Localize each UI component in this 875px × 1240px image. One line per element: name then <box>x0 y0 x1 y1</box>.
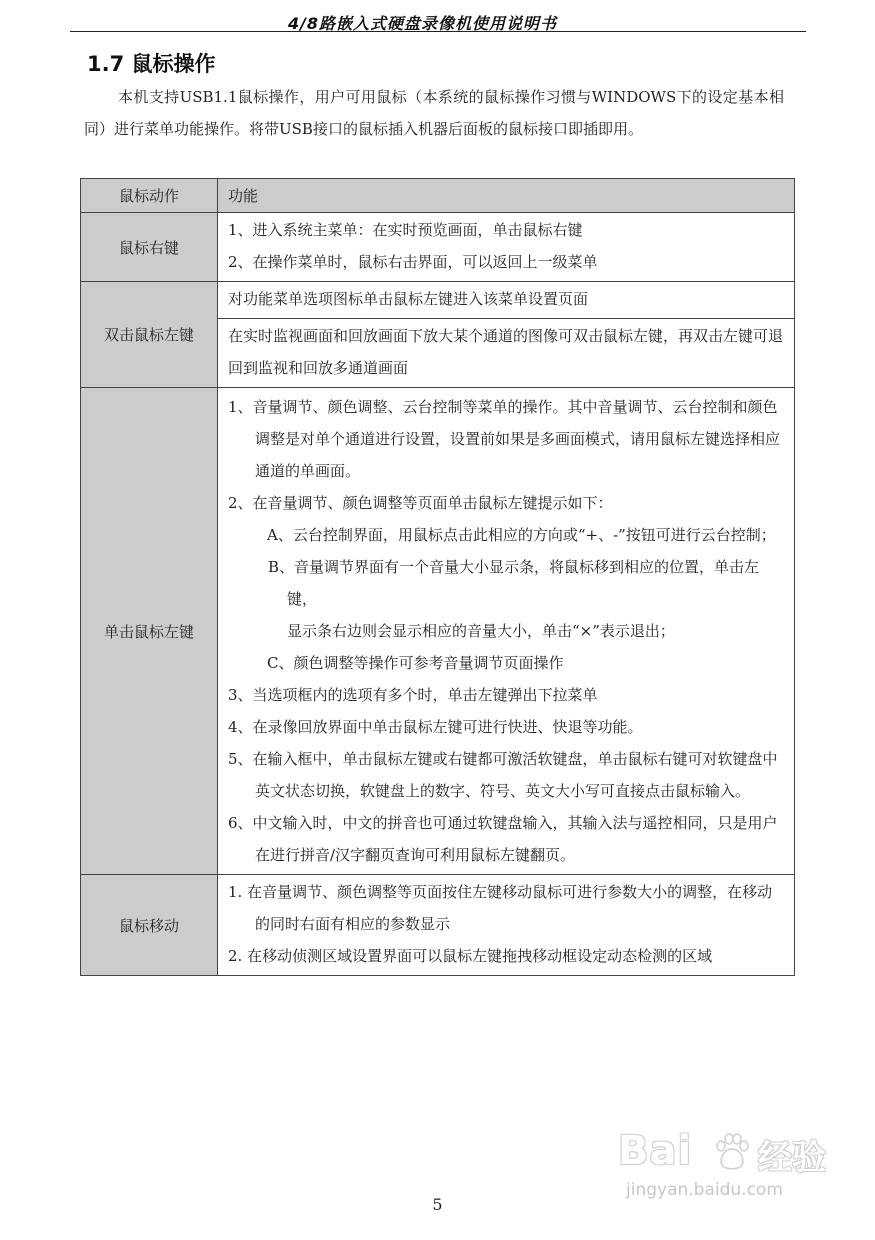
watermark-site-label: 经验 <box>758 1138 826 1178</box>
function-line: 3、当选项框内的选项有多个时，单击左键弹出下拉菜单 <box>228 686 598 704</box>
function-line: 2、在操作菜单时，鼠标右击界面，可以返回上一级菜单 <box>228 253 598 271</box>
function-subline: C、颜色调整等操作可参考音量调节页面操作 <box>267 654 564 672</box>
function-line: 2. 在移动侦测区域设置界面可以鼠标左键拖拽移动框设定动态检测的区域 <box>228 947 713 965</box>
function-line: 1. 在音量调节、颜色调整等页面按住左键移动鼠标可进行参数大小的调整，在移动的同时右面有相应的参数显示 <box>228 883 773 933</box>
paw-icon <box>710 1130 754 1174</box>
header-function: 功能 <box>218 179 795 213</box>
function-cell <box>218 319 795 388</box>
action-cell: 双击鼠标左键 <box>81 282 218 388</box>
watermark-brand: Bai <box>618 1128 693 1174</box>
action-cell: 鼠标右键 <box>81 213 218 282</box>
header-action: 鼠标动作 <box>81 179 218 213</box>
header-title: 4/8路嵌入式硬盘录像机使用说明书 <box>287 14 558 33</box>
intro-paragraph: 本机支持USB1.1鼠标操作，用户可用鼠标（本系统的鼠标操作习惯与WINDOWS下的设定基本相同）进行菜单功能操作。将带USB接口的鼠标插入机器后面板的鼠标接口即插即用。 <box>84 88 784 138</box>
function-cell <box>218 875 795 976</box>
function-line: 6、中文输入时，中文的拼音也可通过软键盘输入，其输入法与遥控相同，只是用户在进行拼音/汉字翻页查询可利用鼠标左键翻页。 <box>228 814 778 864</box>
table-row <box>81 213 795 282</box>
function-cell <box>218 213 795 282</box>
function-line: 2、在音量调节、颜色调整等页面单击鼠标左键提示如下： <box>228 494 613 512</box>
function-line: 4、在录像回放界面中单击鼠标左键可进行快进、快退等功能。 <box>228 718 643 736</box>
function-line: 1、进入系统主菜单：在实时预览画面，单击鼠标右键 <box>228 221 583 239</box>
table-row <box>81 388 795 875</box>
function-line: 5、在输入框中，单击鼠标左键或右键都可激活软键盘，单击鼠标右键可对软键盘中英文状态切换，软键盘上的数字、符号、英文大小写可直接点击鼠标输入。 <box>228 750 778 800</box>
page-number: 5 <box>432 1195 443 1214</box>
function-cell <box>218 388 795 875</box>
function-line: 对功能菜单选项图标单击鼠标左键进入该菜单设置页面 <box>228 290 589 308</box>
mouse-operations-table <box>80 178 795 976</box>
table-header-row <box>81 179 795 213</box>
watermark-url: jingyan.baidu.com <box>626 1180 783 1200</box>
function-subline: A、云台控制界面，用鼠标点击此相应的方向或“+、-”按钮可进行云台控制； <box>267 526 776 544</box>
function-subline: B、音量调节界面有一个音量大小显示条，将鼠标移到相应的位置，单击左键， <box>268 558 760 608</box>
function-cell <box>218 282 795 319</box>
function-line: 1、音量调节、颜色调整、云台控制等菜单的操作。其中音量调节、云台控制和颜色调整是对单个通道进行设置，设置前如果是多画面模式，请用鼠标左键选择相应通道的单画面。 <box>228 398 781 480</box>
header-rule <box>70 31 806 32</box>
action-cell: 单击鼠标左键 <box>81 388 218 875</box>
function-line: 在实时监视画面和回放画面下放大某个通道的图像可双击鼠标左键，再双击左键可退回到监视和回放多通道画面 <box>228 327 784 377</box>
function-subline: 显示条右边则会显示相应的音量大小，单击“×”表示退出； <box>287 622 675 640</box>
table-row <box>81 282 795 319</box>
action-cell: 鼠标移动 <box>81 875 218 976</box>
table-row <box>81 875 795 976</box>
section-title: 1.7 鼠标操作 <box>87 52 216 76</box>
